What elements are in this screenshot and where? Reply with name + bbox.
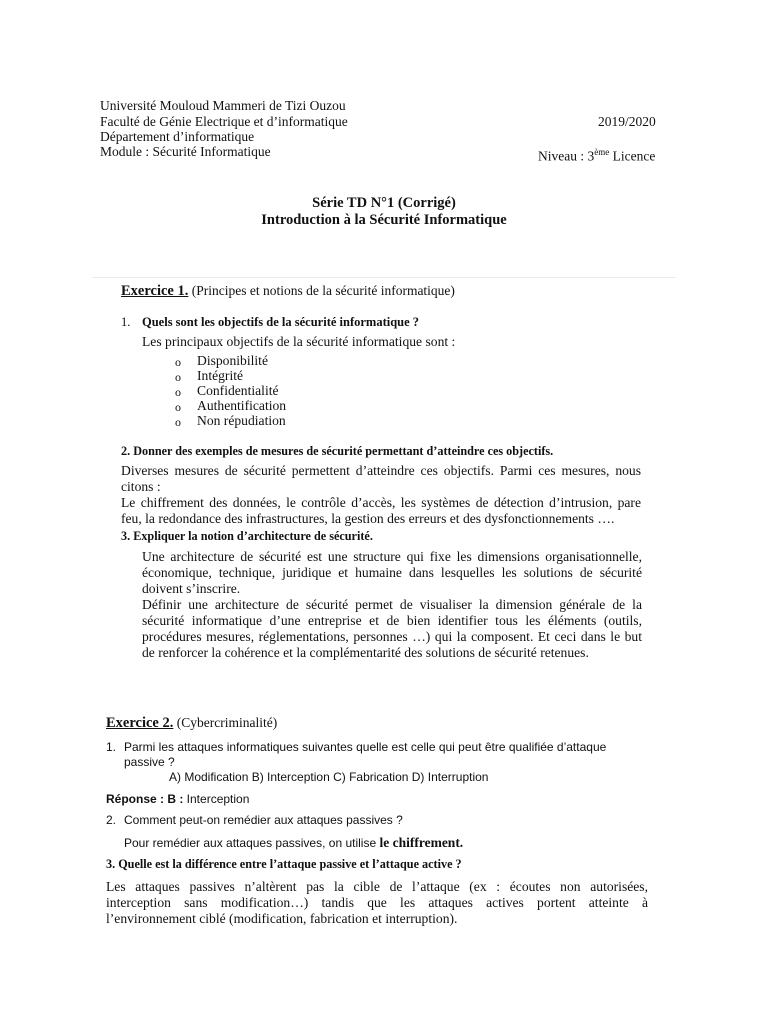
bullet-icon: o <box>175 385 181 399</box>
ex1-a2-line: citons : <box>121 479 161 494</box>
level-sup: ème <box>594 147 610 157</box>
ex1-a2-line: Le chiffrement des données, le contrôle d’accès, les systèmes de détection d’intrusion, pare <box>121 495 641 510</box>
level-suffix: Licence <box>609 148 656 164</box>
ex2-q1-number: 1. <box>106 740 117 754</box>
faculty-name: Faculté de Génie Electrique et d’informatique <box>100 114 348 129</box>
ex1-q1-number: 1. <box>121 315 131 329</box>
bullet-icon: o <box>175 370 181 384</box>
ex1-a3-line: économique, technique, juridique et humaine dans lesquelles les solutions de sécurité <box>142 565 642 580</box>
ex1-a3-line: Une architecture de sécurité est une structure qui fixe les dimensions organisationnelle, <box>142 549 642 564</box>
level-prefix: Niveau : 3 <box>538 148 595 164</box>
level <box>538 144 655 165</box>
ex2-q2: Comment peut-on remédier aux attaques passives ? <box>124 813 403 827</box>
objective-item: Non répudiation <box>197 413 286 428</box>
ex1-a1-intro: Les principaux objectifs de la sécurité informatique sont : <box>142 334 456 349</box>
answer-label: Réponse : B : <box>106 792 184 806</box>
exercise2-title <box>106 715 277 732</box>
bullet-icon: o <box>175 415 181 429</box>
objective-item: Disponibilité <box>197 353 268 368</box>
bullet-icon: o <box>175 400 181 414</box>
ex1-a3-line: procédures mesures, réglementations, personnes …) qui la composent. Et ceci dans le but <box>142 629 642 644</box>
objective-item: Intégrité <box>197 368 244 383</box>
department-name: Département d’informatique <box>100 129 255 144</box>
ex2-a2-text: Pour remédier aux attaques passives, on utilise <box>124 836 380 850</box>
bullet-icon: o <box>175 355 181 369</box>
ex1-a3-line: doivent s’inscrire. <box>142 581 241 596</box>
ex2-q1-choices: A) Modification B) Interception C) Fabrication D) Interruption <box>169 770 489 784</box>
ex2-q3: 3. Quelle est la différence entre l’attaque passive et l’attaque active ? <box>106 857 462 871</box>
ex1-a3-line: sécurité informatique d’une entreprise et de bien identifier tous les éléments (outils, <box>142 613 642 628</box>
ex2-a3-line: interception sans modification…) tandis que les attaques actives portent atteinte à <box>106 895 648 910</box>
module-name: Module : Sécurité Informatique <box>100 144 271 159</box>
ex1-a2-line: feu, la redondance des infrastructures, la gestion des erreurs et des dysfonctionnements …. <box>121 511 615 526</box>
ex2-a3 <box>106 879 648 927</box>
ex2-q1-line2: passive ? <box>124 755 175 769</box>
exercise2-subtitle: (Cybercriminalité) <box>173 715 278 730</box>
objective-item: Authentification <box>197 398 287 413</box>
page-title-line1: Série TD N°1 (Corrigé) <box>312 195 456 211</box>
exercise1-subtitle: (Principes et notions de la sécurité informatique) <box>188 283 455 298</box>
exercise2-heading: Exercice 2. <box>106 715 174 731</box>
university-name: Université Mouloud Mammeri de Tizi Ouzou <box>100 98 346 113</box>
ex1-q2: 2. Donner des exemples de mesures de sécurité permettant d’atteindre ces objectifs. <box>121 444 554 458</box>
ex2-q1-line1: Parmi les attaques informatiques suivantes quelle est celle qui peut être qualifiée d’attaque <box>124 740 607 754</box>
ex2-a3-line: Les attaques passives n’altèrent pas la cible de l’attaque (ex : écoutes non autorisées, <box>106 879 648 894</box>
ex2-a2-bold: le chiffrement. <box>379 835 464 850</box>
ex1-a3-line: Définir une architecture de sécurité permet de visualiser la dimension générale de la <box>142 597 642 612</box>
ex1-a2 <box>121 463 641 527</box>
ex1-q1: Quels sont les objectifs de la sécurité informatique ? <box>142 315 420 329</box>
ex1-q3: 3. Expliquer la notion d’architecture de sécurité. <box>121 529 373 543</box>
ex2-a2 <box>124 835 463 851</box>
ex1-a3-line: de renforcer la cohérence et la complémentarité des solutions de sécurité retenues. <box>142 645 589 660</box>
separator-line <box>92 277 676 278</box>
ex1-a3 <box>142 549 642 661</box>
ex1-a2-line: Diverses mesures de sécurité permettent d’atteindre ces objectifs. Parmi ces mesures, nous <box>121 463 641 478</box>
academic-year: 2019/2020 <box>598 114 656 129</box>
ex2-answer <box>106 792 249 807</box>
objective-item: Confidentialité <box>197 383 279 398</box>
answer-text: Interception <box>183 792 250 806</box>
exercise1-title <box>121 283 455 300</box>
ex2-q2-number: 2. <box>106 813 117 827</box>
ex2-a3-line: l’environnement ciblé (modification, fabrication et interruption). <box>106 911 458 926</box>
page-title-line2: Introduction à la Sécurité Informatique <box>261 212 507 228</box>
exercise1-heading: Exercice 1. <box>121 283 189 299</box>
